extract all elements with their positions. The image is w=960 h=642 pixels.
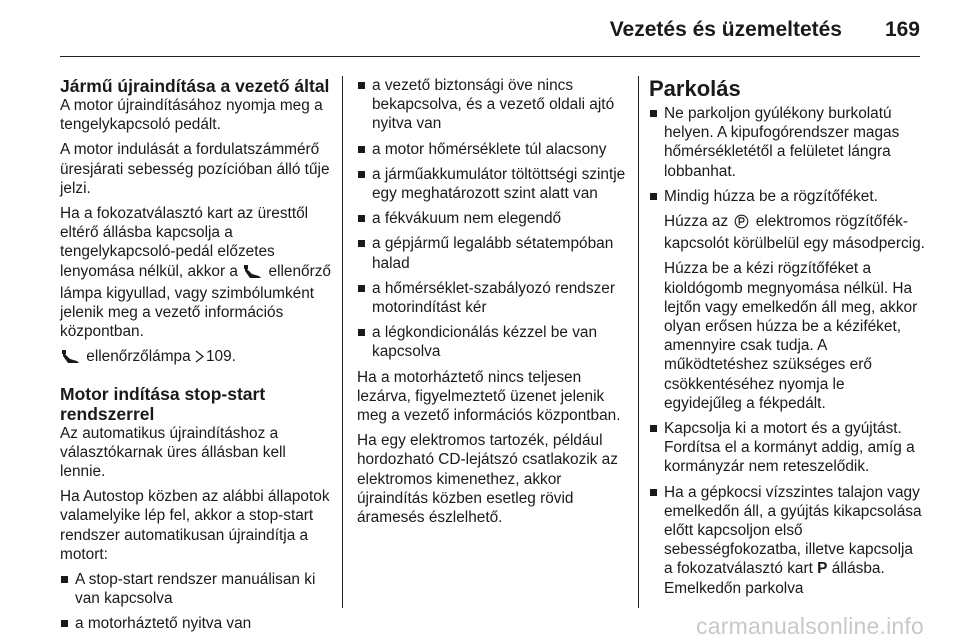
gear-position-p: P: [817, 560, 828, 578]
bullet-marker: [650, 110, 657, 117]
bullet-list: [649, 419, 925, 598]
list-item-text: állásba. Emelkedőn parkolva: [664, 560, 885, 597]
heading-driver-restart: Jármű újraindítása a vezető által: [60, 76, 330, 96]
list-item-text: a vezető biztonsági öve nincs bekapcsolva, és a vezető oldali ajtó nyitva van: [372, 77, 615, 133]
bullet-marker: [358, 329, 365, 336]
bullet-marker: [358, 82, 365, 89]
bullet-marker: [61, 620, 68, 627]
paragraph: Ha a motorháztető nincs teljesen lezárva, figyelmeztető üzenet jelenik meg a vezető információs központban.: [357, 368, 621, 425]
paragraph: A motor újraindításához nyomja meg a tengelykapcsoló pedált.: [60, 97, 323, 134]
list-item-text: a légkondicionálás kézzel be van kapcsolva: [372, 324, 598, 361]
list-item-text: a motor hőmérséklete túl alacsony: [372, 140, 607, 158]
paragraph-text: ellenőrző lámpa kigyullad, vagy szimbólumként jelenik meg a vezető információs központban.: [60, 262, 331, 341]
indented-paragraph: [649, 212, 925, 253]
header-divider: [60, 56, 920, 57]
paragraph-with-icon: [60, 204, 332, 341]
list-item-text: a járműakkumulátor töltöttségi szintje egy meghatározott szint alatt van: [372, 165, 626, 203]
list-item: [60, 570, 332, 608]
clutch-pedal-icon: [244, 265, 262, 284]
bullet-list: [357, 76, 627, 362]
list-item: [60, 614, 332, 633]
list-item-text: a hőmérséklet-szabályozó rendszer motorindítást kér: [372, 279, 615, 317]
bullet-marker: [650, 489, 657, 496]
column-divider-2: [638, 76, 639, 608]
page-header-title: Vezetés és üzemeltetés: [609, 18, 842, 41]
list-item: [357, 279, 627, 317]
list-item-text: a fékvákuum nem elegendő: [372, 210, 562, 228]
page-number: 169: [884, 18, 920, 41]
bullet-marker: [358, 215, 365, 222]
bullet-marker: [650, 193, 657, 200]
paragraph-text: Ha a fokozatválasztó kart az üresttől eltérő állásba kapcsolja a tengelykapcsoló-pedál előzetes lenyomása nélkül, akkor a: [60, 205, 309, 280]
indented-paragraph: Húzza be a kézi rögzítőféket a kioldógomb megnyomása nélkül. Ha lejtőn vagy emelkedőn áll meg, akkor olyan erősen húzza be a kéziféket, amennyire csak tudja. A működtetéshez szükséges erő csökkentéséhez nyomja le egyidejűleg a fékpedált.: [664, 260, 918, 412]
column-divider-1: [342, 76, 343, 608]
paragraph: Ha egy elektromos tartozék, például hordozható CD-lejátszó csatlakozik az elektromos kimenethez, akkor újraindítás közben esetleg rövid áramesés észlelhető.: [357, 432, 618, 527]
bullet-list: [60, 570, 332, 634]
list-item: [357, 234, 627, 272]
list-item: [357, 209, 627, 228]
parking-brake-icon: [734, 214, 749, 234]
bullet-marker: [358, 146, 365, 153]
bullet-list: [649, 104, 925, 206]
list-item-text: Ha a gépkocsi vízszintes talajon vagy emelkedőn áll, a gyújtás kikapcsolása előtt kapcsoljon első sebességfokozatba, illetve kapcsolja a fokozatválasztó kart: [664, 483, 922, 578]
clutch-pedal-icon: [62, 350, 80, 369]
list-item-text: Mindig húzza be a rögzítőféket.: [664, 187, 878, 205]
column-3: [649, 76, 925, 604]
paragraph-text: Húzza az: [664, 213, 729, 231]
paragraph-with-reference: [60, 347, 332, 369]
list-item-text: A stop-start rendszer manuálisan ki van kapcsolva: [75, 571, 316, 608]
list-item: [649, 483, 925, 598]
page-reference: 109.: [205, 348, 236, 366]
list-item-text: Ne parkoljon gyúlékony burkolatú helyen. A kipufogórendszer magas hőmérsékletétől a felületet lángra lobbanhat.: [664, 105, 900, 180]
paragraph: A motor indulását a fordulatszámmérő üresjárati sebesség pozícióban álló tűje jelzi.: [60, 141, 330, 197]
list-item: [649, 419, 925, 477]
heading-stop-start: Motor indítása stop-start rendszerrel: [60, 383, 266, 424]
list-item-text: a gépjármű legalább sétatempóban halad: [372, 235, 614, 272]
bullet-marker: [358, 240, 365, 247]
bullet-marker: [61, 576, 68, 583]
column-2: [357, 76, 627, 533]
paragraph-text: elektromos rögzítőfék-kapcsolót körülbelül egy másodpercig.: [664, 213, 925, 253]
bullet-marker: [358, 285, 365, 292]
paragraph-text: ellenőrzőlámpa: [86, 348, 191, 366]
page-header: [60, 0, 920, 58]
paragraph: Az automatikus újraindításhoz a választókarnak üres állásban kell lennie.: [60, 424, 286, 481]
bullet-marker: [650, 425, 657, 432]
list-item: [357, 165, 627, 203]
bullet-marker: [358, 171, 365, 178]
paragraph: Ha Autostop közben az alábbi állapotok valamelyike lép fel, akkor a stop-start rendszer automatikusan újraindítja a motort:: [60, 488, 330, 563]
list-item-text: a motorháztető nyitva van: [75, 615, 252, 633]
list-item: [649, 187, 925, 206]
list-item: [649, 104, 925, 181]
list-item: [357, 140, 627, 159]
list-item: [357, 76, 627, 134]
list-item-text: Kapcsolja ki a motort és a gyújtást. Fordítsa el a kormányt addig, amíg a kormányzár nem reteszelődik.: [664, 420, 915, 476]
heading-parking: Parkolás: [649, 76, 741, 101]
list-item: [357, 323, 627, 361]
reference-arrow-icon: [195, 349, 204, 368]
column-1: [60, 76, 332, 640]
watermark: carmanualsonline.info: [696, 613, 924, 639]
